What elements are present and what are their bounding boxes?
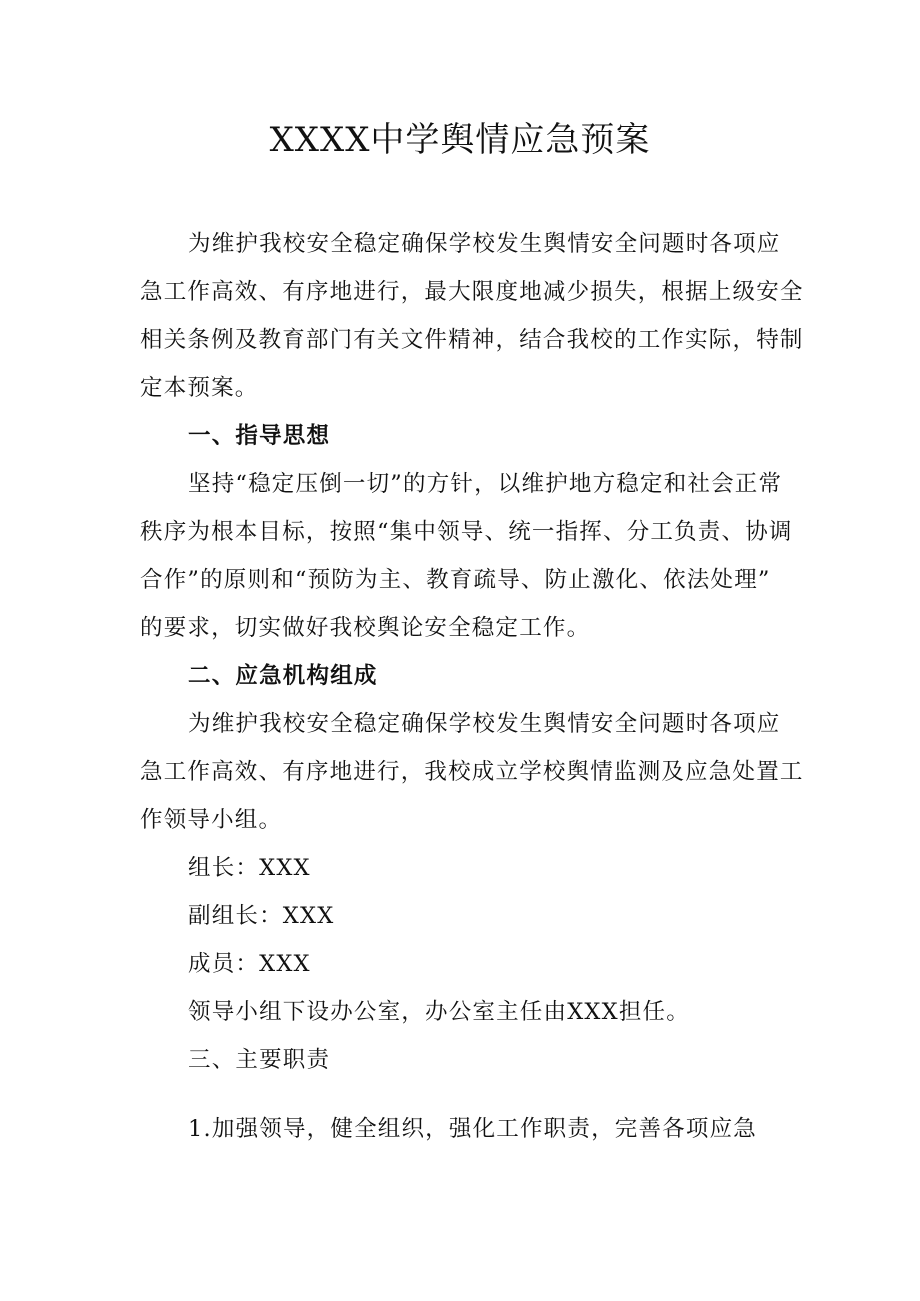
intro-line-1: 为维护我校安全稳定确保学校发生舆情安全问题时各项应 — [188, 231, 781, 257]
intro-line-2: 急工作高效、有序地进行，最大限度地减少损失，根据上级安全 — [140, 279, 804, 305]
deputy-leader-line: 副组长：XXX — [188, 903, 335, 929]
section-1-heading: 一、指导思想 — [188, 423, 331, 449]
section-1-line-4: 的要求，切实做好我校舆论安全稳定工作。 — [140, 615, 591, 641]
document-title: XXXX中学舆情应急预案 — [269, 120, 651, 160]
members-line: 成员：XXX — [188, 951, 311, 977]
section-3-heading: 三、主要职责 — [188, 1047, 331, 1073]
intro-line-3: 相关条例及教育部门有关文件精神，结合我校的工作实际，特制 — [140, 327, 804, 353]
section-1-line-3: 合作”的原则和“预防为主、教育疏导、防止激化、依法处理” — [140, 567, 771, 593]
section-2-line-3: 作领导小组。 — [140, 807, 283, 833]
section-1-line-2: 秩序为根本目标，按照“集中领导、统一指挥、分工负责、协调 — [140, 519, 793, 545]
section-1-line-1: 坚持“稳定压倒一切”的方针，以维护地方稳定和社会正常 — [188, 471, 783, 497]
section-3-item-1: 1.加强领导，健全组织，强化工作职责，完善各项应急 — [188, 1116, 757, 1142]
section-2-line-2: 急工作高效、有序地进行，我校成立学校舆情监测及应急处置工 — [140, 759, 804, 785]
leader-line: 组长：XXX — [188, 855, 311, 881]
intro-line-4: 定本预案。 — [140, 375, 259, 401]
section-2-line-1: 为维护我校安全稳定确保学校发生舆情安全问题时各项应 — [188, 711, 781, 737]
section-2-heading: 二、应急机构组成 — [188, 663, 378, 689]
office-line: 领导小组下设办公室，办公室主任由XXX担任。 — [188, 999, 690, 1025]
